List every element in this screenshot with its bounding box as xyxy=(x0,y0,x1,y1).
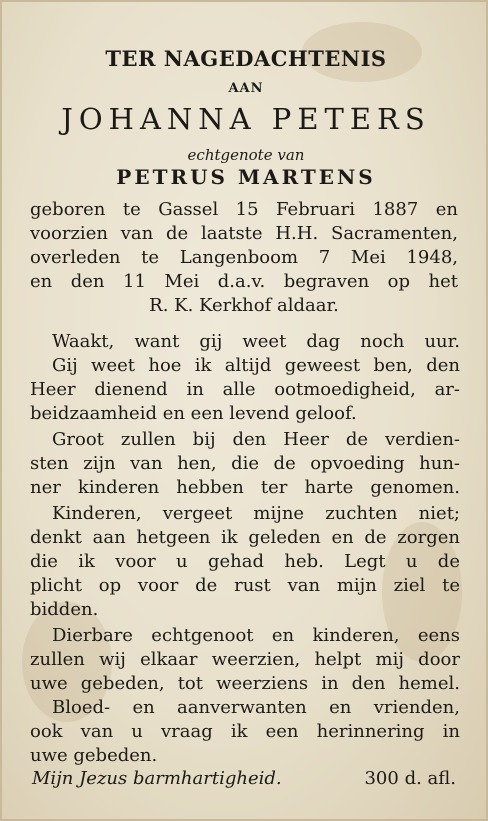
text-line: ner kinderen hebben ter harte genomen. xyxy=(30,477,460,498)
text-line: denkt aan hetgeen ik geleden en de zorgen xyxy=(30,527,460,548)
text-line: beidzaamheid en een levend geloof. xyxy=(30,403,357,424)
bio-line: en den 11 Mei d.a.v. begraven op het xyxy=(30,271,458,292)
bio-line: voorzien van de laatste H.H. Sacramenten, xyxy=(30,223,458,244)
prayer-line: Mijn Jezus barmhartigheid. xyxy=(32,768,282,789)
card-title: TER NAGEDACHTENIS xyxy=(105,46,387,71)
text-line: bidden. xyxy=(30,599,99,620)
text-line: Bloed- en aanverwanten en vrienden, xyxy=(52,697,460,718)
text-line: Groot zullen bij den Heer de verdien- xyxy=(52,429,460,450)
spouse-label: echtgenote van xyxy=(187,146,305,164)
text-line: Waakt, want gij weet dag noch uur. xyxy=(52,331,460,352)
spouse-name: PETRUS MARTENS xyxy=(116,165,376,189)
text-line: uwe gebeden, tot weerziens in den hemel. xyxy=(30,673,460,694)
text-line: Heer dienend in alle ootmoedigheid, ar- xyxy=(30,379,460,400)
text-line: die ik voor u gehad heb. Legt u de xyxy=(30,551,460,572)
text-line: uwe gebeden. xyxy=(30,745,158,766)
deceased-name: JOHANNA PETERS xyxy=(61,102,431,136)
text-line: ook van u vraag ik een herinnering in xyxy=(30,721,460,742)
bio-line: overleden te Langenboom 7 Mei 1948, xyxy=(30,247,458,268)
text-line: sten zijn van hen, die de opvoeding hun- xyxy=(30,453,460,474)
text-line: Kinderen, vergeet mijne zuchten niet; xyxy=(52,503,460,524)
text-line: Gij weet hoe ik altijd geweest ben, den xyxy=(52,355,460,376)
text-line: Dierbare echtgenoot en kinderen, eens xyxy=(52,625,460,646)
text-line: zullen wij elkaar weerzien, helpt mij door xyxy=(30,649,460,670)
bio-line: R. K. Kerkhof aldaar. xyxy=(149,295,339,316)
text-line: plicht op voor de rust van mijn ziel te xyxy=(30,575,460,596)
bio-line: geboren te Gassel 15 Februari 1887 en xyxy=(30,199,458,220)
indulgence-line: 300 d. afl. xyxy=(364,768,456,789)
aan-label: AAN xyxy=(228,81,264,96)
